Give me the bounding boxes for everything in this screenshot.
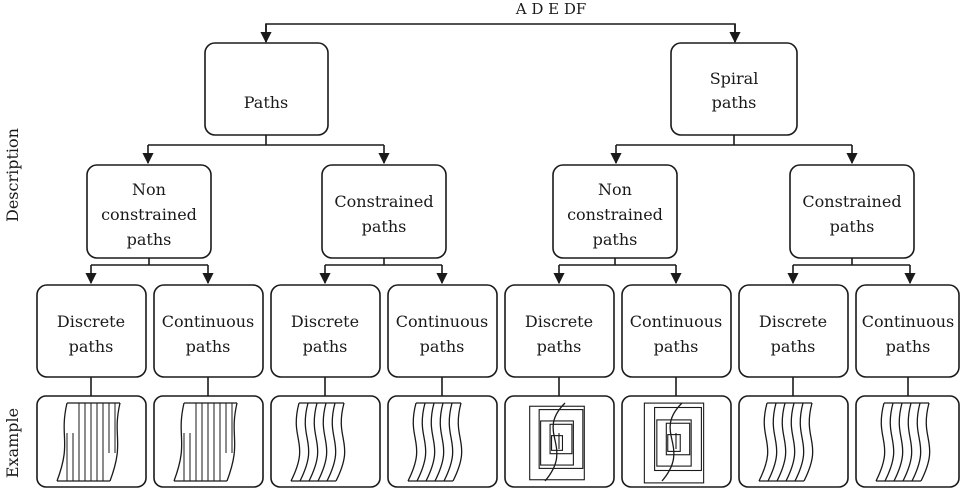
example-box-8 [856,396,959,487]
level1-spiral-paths-node [671,43,797,135]
level3-node-3-line1: Discrete [290,312,360,331]
level3-node-3 [271,285,380,377]
level2-node-1 [87,165,211,258]
level3-node-6-line2: paths [653,337,699,356]
level2-node-3 [553,165,677,258]
example-side-label: Example [3,407,22,479]
level2-node-4-line1: Constrained [802,192,902,211]
level2-node-3-line2: constrained [567,205,663,224]
description-side-label: Description [3,128,22,222]
level2-node-2 [322,165,446,258]
level3-node-8-line1: Continuous [861,312,955,331]
level3-node-2 [154,285,263,377]
top-label: A D E DF [515,0,587,18]
level3-node-8-line2: paths [885,337,931,356]
connectors-level3 [91,258,910,283]
level2-node-4 [790,165,914,258]
level3-node-2-line2: paths [185,337,231,356]
level3-node-7-line2: paths [770,337,816,356]
level1-paths-label: Paths [243,93,289,112]
level3-node-4-line1: Continuous [395,312,489,331]
level2-node-3-line1: Non [598,180,632,199]
level3-node-5-line1: Discrete [524,312,594,331]
level3-node-1-line2: paths [68,337,114,356]
level2-node-3-line3: paths [592,230,638,249]
level1-paths-node [205,43,328,135]
level2-node-1-line3: paths [126,230,172,249]
level1-spiral-label-line1: Spiral [709,69,759,88]
level3-node-2-line1: Continuous [161,312,255,331]
example-boxes [37,396,959,487]
level3-node-5 [505,285,614,377]
level3-node-8 [856,285,959,377]
level3-node-3-line2: paths [302,337,348,356]
level3-node-4-line2: paths [419,337,465,356]
level2-node-2-line1: Constrained [334,192,434,211]
level2-node-1-line2: constrained [101,205,197,224]
level1-spiral-label-line2: paths [711,93,757,112]
level3-node-6-line1: Continuous [629,312,723,331]
level3-node-1-line1: Discrete [56,312,126,331]
level3-node-6 [622,285,731,377]
connectors-level2 [148,135,852,163]
level3-node-4 [388,285,497,377]
level3-node-5-line2: paths [536,337,582,356]
level2-node-2-line2: paths [361,217,407,236]
level3-node-7-line1: Discrete [758,312,828,331]
connectors-examples [91,377,908,396]
level3-node-7 [739,285,848,377]
connectors-top [266,24,735,42]
level3-node-1 [37,285,146,377]
level2-node-1-line1: Non [132,180,166,199]
level2-node-4-line2: paths [829,217,875,236]
